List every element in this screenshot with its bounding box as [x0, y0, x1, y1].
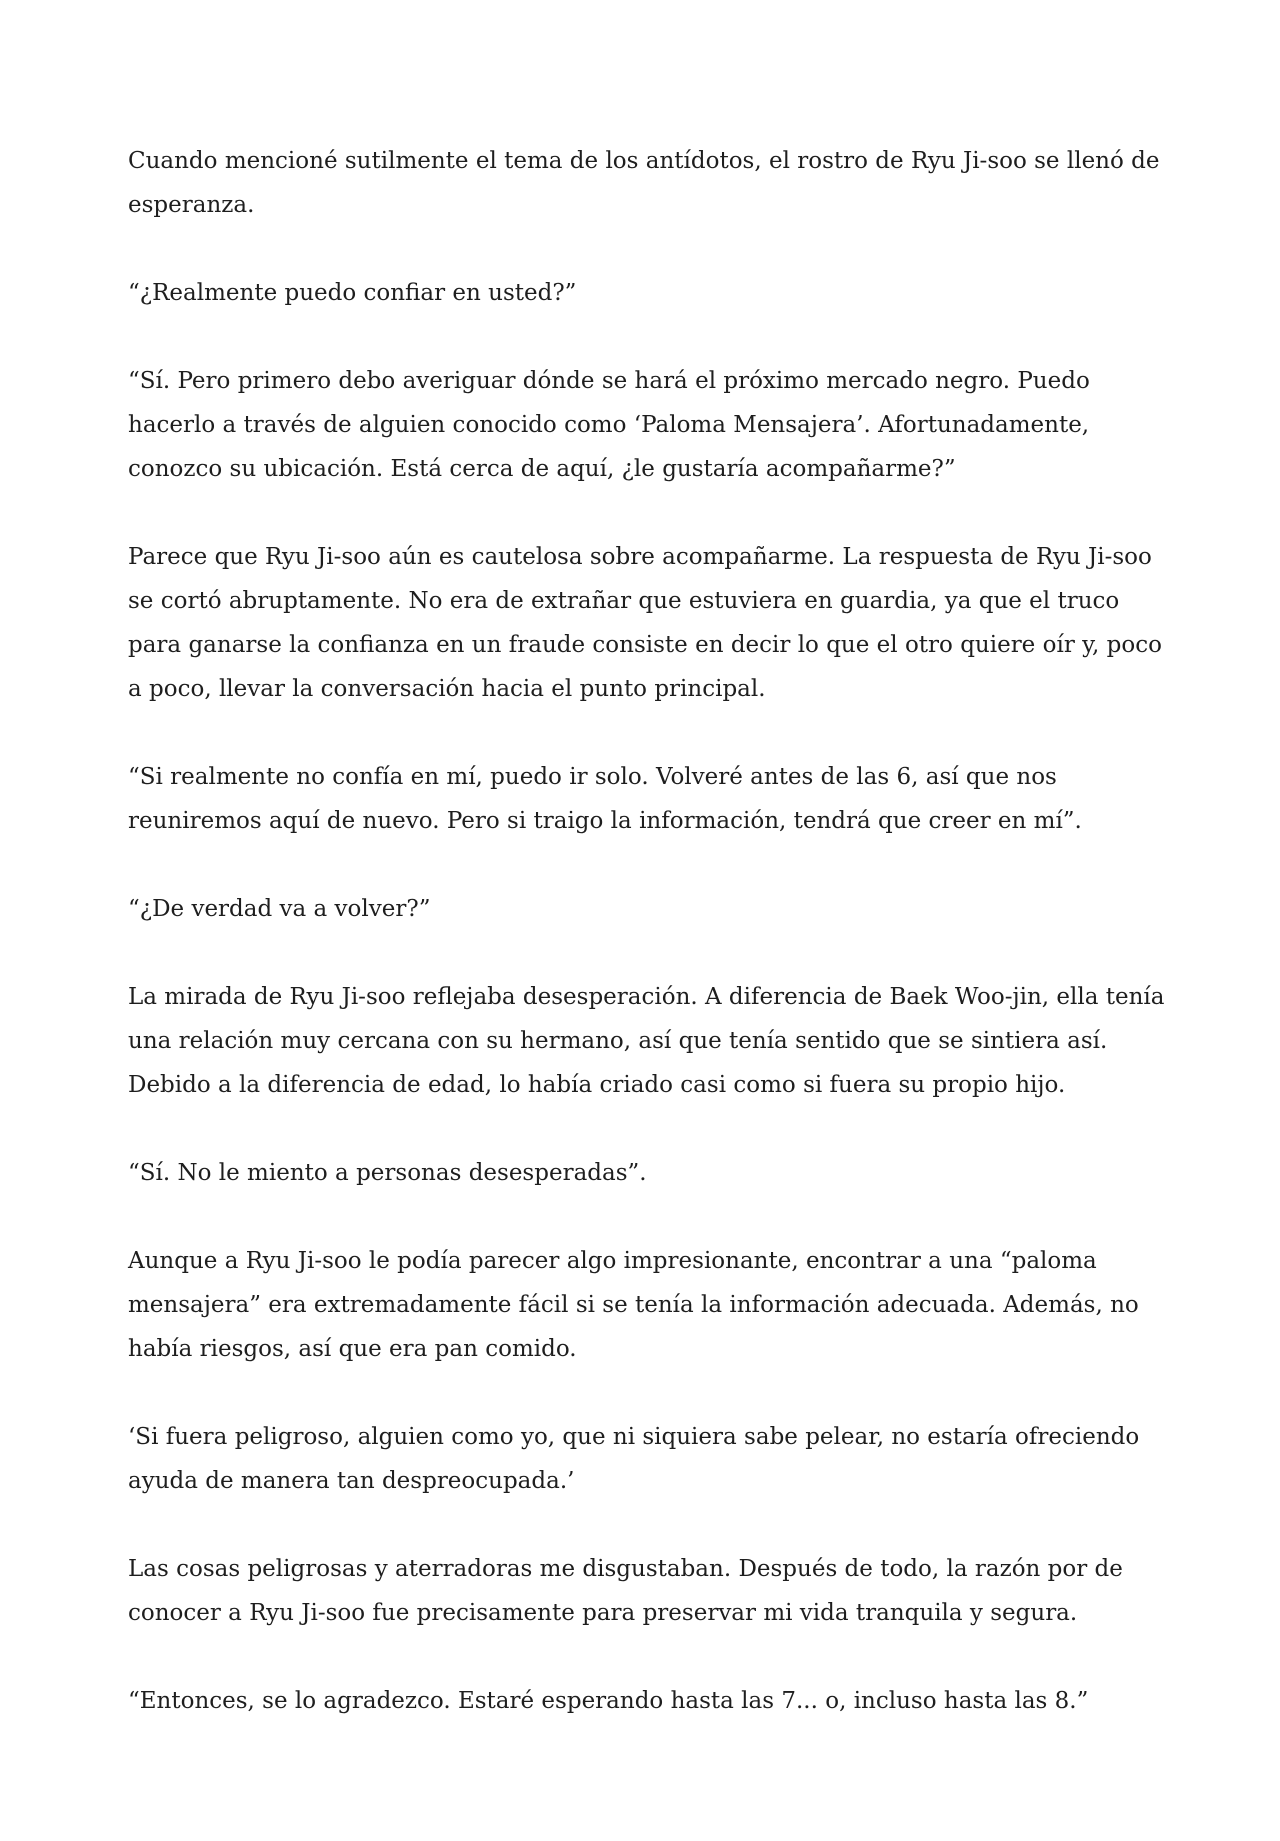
- paragraph-12: “Entonces, se lo agradezco. Estaré esperando hasta las 7... o, incluso hasta las 8.”: [128, 1688, 1089, 1714]
- paragraph-10: ‘Si fuera peligroso, alguien como yo, que ni siquiera sabe pelear, no estaría ofreciendo ayuda de manera tan despreocupada.’: [128, 1424, 1140, 1494]
- paragraph-6: “¿De verdad va a volver?”: [128, 896, 431, 922]
- paragraph-8: “Sí. No le miento a personas desesperadas”.: [128, 1160, 647, 1186]
- paragraph-4: Parece que Ryu Ji-soo aún es cautelosa sobre acompañarme. La respuesta de Ryu Ji-soo se cortó abruptamente. No era de extrañar que estuviera en guardia, ya que el truco para ganarse la confianza en un fraude consiste en decir lo que el otro quiere oír y, poco a poco, llevar la conversación hacia el punto principal.: [128, 544, 1162, 702]
- paragraph-9: Aunque a Ryu Ji-soo le podía parecer algo impresionante, encontrar a una “paloma mensajera” era extremadamente fácil si se tenía la información adecuada. Además, no había riesgos, así que era pan comido.: [128, 1248, 1139, 1362]
- paragraph-11: Las cosas peligrosas y aterradoras me disgustaban. Después de todo, la razón por de conocer a Ryu Ji-soo fue precisamente para preservar mi vida tranquila y segura.: [128, 1556, 1123, 1626]
- paragraph-5: “Si realmente no confía en mí, puedo ir solo. Volveré antes de las 6, así que nos reuniremos aquí de nuevo. Pero si traigo la información, tendrá que creer en mí”.: [128, 764, 1082, 834]
- paragraph-7: La mirada de Ryu Ji-soo reflejaba desesperación. A diferencia de Baek Woo-jin, ella tenía una relación muy cercana con su hermano, así que tenía sentido que se sintiera así. Debido a la diferencia de edad, lo había criado casi como si fuera su propio hijo.: [128, 984, 1165, 1098]
- paragraph-2: “¿Realmente puedo confiar en usted?”: [128, 280, 577, 306]
- paragraph-3: “Sí. Pero primero debo averiguar dónde se hará el próximo mercado negro. Puedo hacerlo a través de alguien conocido como ‘Paloma Mensajera’. Afortunadamente, conozco su ubicación. Está cerca de aquí, ¿le gustaría acompañarme?”: [128, 368, 1090, 482]
- paragraph-1: Cuando mencioné sutilmente el tema de los antídotos, el rostro de Ryu Ji-soo se llenó de esperanza.: [128, 148, 1160, 218]
- document-body: [128, 139, 1168, 1723]
